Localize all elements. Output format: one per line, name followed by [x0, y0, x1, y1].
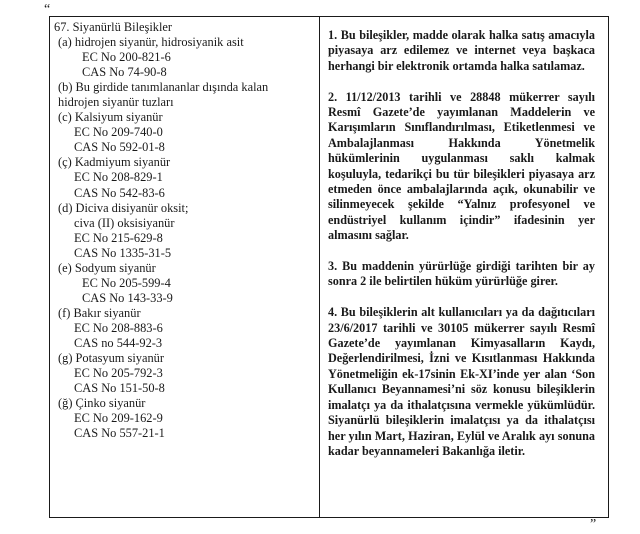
substance-line: (d) Diciva disiyanür oksit; — [58, 200, 189, 215]
substance-line: EC No 200-821-6 — [82, 50, 171, 65]
opening-quote-mark: “ — [44, 2, 51, 17]
closing-quote-mark: ” — [590, 517, 597, 532]
substance-line: EC No 208-883-6 — [74, 320, 163, 335]
substance-line: EC No 215-629-8 — [74, 230, 163, 245]
regulation-table — [49, 16, 609, 518]
substance-line: CAS no 544-92-3 — [74, 335, 163, 350]
substance-line: (b) Bu girdide tanımlananlar dışında kalan — [58, 80, 269, 95]
conditions-column — [328, 28, 595, 459]
substance-line: (e) Sodyum siyanür — [58, 260, 156, 275]
substance-line: hidrojen siyanür tuzları — [58, 95, 174, 110]
condition-paragraph-2: 2. 11/12/2013 tarihli ve 28848 mükerrer sayılı Resmî Gazete’de yayımlanan Maddelerin ve Karışımların Sınıflandırılması, Etiketlenmesi ve Ambalajlanması Hakkında Yönetmelik hükümlerinin uygulanması saklı kalmak koşuluyla, tedarikçi bu tür bileşikleri piyasaya arz etmeden önce ambalajlarında açık, okunabilir ve silinmeyecek şekilde “Yalnız profesyonel ve endüstriyel kullanım içindir” ifadesinin yer almasını sağlar. — [328, 89, 595, 243]
substance-line: (c) Kalsiyum siyanür — [58, 110, 163, 125]
substance-line: EC No 209-740-0 — [74, 125, 163, 140]
column-divider — [319, 17, 320, 517]
substance-line: CAS No 151-50-8 — [74, 381, 165, 396]
condition-paragraph-1: 1. Bu bileşikler, madde olarak halka satış amacıyla piyasaya arz edilemez ve internet veya başkaca herhangi bir elektronik ortamda halka satılamaz. — [328, 28, 595, 73]
substance-line: civa (II) oksisiyanür — [74, 215, 175, 230]
substance-line: (f) Bakır siyanür — [58, 305, 141, 320]
substance-line: (ğ) Çinko siyanür — [58, 396, 146, 411]
substance-line: EC No 205-599-4 — [82, 275, 171, 290]
substance-line: CAS No 592-01-8 — [74, 140, 165, 155]
substance-line: CAS No 74-90-8 — [82, 65, 167, 80]
substance-line: EC No 205-792-3 — [74, 366, 163, 381]
substance-line: EC No 208-829-1 — [74, 170, 163, 185]
condition-paragraph-3: 3. Bu maddenin yürürlüğe girdiği tarihten bir ay sonra 2 ile belirtilen hüküm yürürlüğe girer. — [328, 259, 595, 289]
section-heading: 67. Siyanürlü Bileşikler — [54, 20, 173, 34]
substance-line: CAS No 1335-31-5 — [74, 245, 172, 260]
condition-paragraph-4: 4. Bu bileşiklerin alt kullanıcıları ya da dağıtıcıları 23/6/2017 tarihli ve 30105 mükerrer sayılı Resmî Gazete’de yayımlanan Kimyasalların Kaydı, Değerlendirilmesi, İzni ve Kısıtlanması Hakkında Yönetmeliğin ek-17sinin Ek-XI’inde yer alan ‘Son Kullanıcı Beyannamesi’ni söz konusu bileşiklerin imalatçı ya da ithalatçısına vermekle yükümlüdür. Siyanürlü bileşiklerin imalatçısı ya da ithalatçısı her yılın Mart, Haziran, Eylül ve Aralık ayı sonuna kadar beyannameleri Bakanlığa iletir. — [328, 305, 595, 458]
substance-line: CAS No 143-33-9 — [82, 290, 173, 305]
substance-line: (a) hidrojen siyanür, hidrosiyanik asit — [58, 35, 244, 50]
substance-line: (ç) Kadmiyum siyanür — [58, 155, 171, 170]
substance-line: EC No 209-162-9 — [74, 411, 163, 426]
substances-column — [54, 20, 316, 441]
substance-line: CAS No 542-83-6 — [74, 185, 165, 200]
substance-line: CAS No 557-21-1 — [74, 426, 165, 441]
substance-line: (g) Potasyum siyanür — [58, 351, 164, 366]
